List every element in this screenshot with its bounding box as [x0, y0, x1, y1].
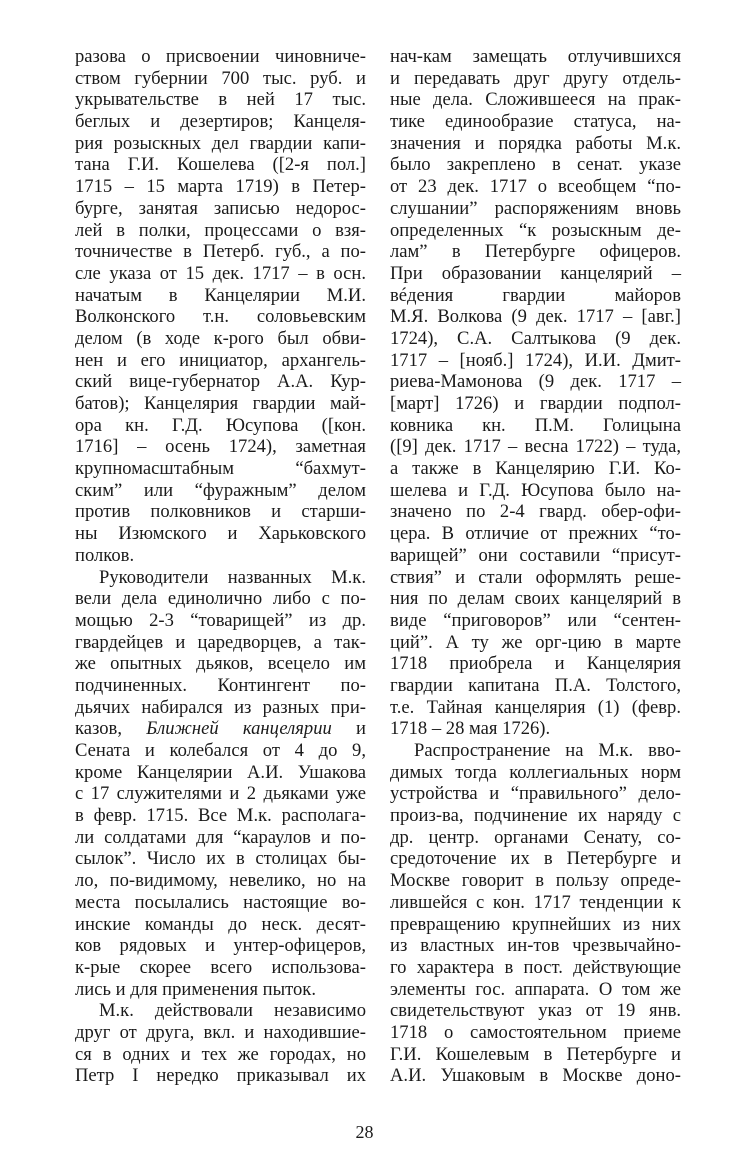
text-line: нен и его инициатор, архангель- — [75, 349, 366, 371]
text-line: Руководители названных М.к. — [99, 566, 366, 588]
text-line: лись и для применения пыток. — [75, 978, 316, 1000]
text-line: сылок”. Число их в столицах бы- — [75, 848, 366, 870]
text-line: же опытных дьяков, всецело им — [75, 653, 366, 675]
text-line: полков. — [75, 544, 135, 566]
text-line: ций”. А ту же орг-цию в марте — [390, 631, 681, 653]
text-line: места посылались настоящие во- — [75, 891, 366, 913]
text-line: ло, по-видимому, невелико, но на — [75, 870, 366, 892]
text-line: ния по делам своих канцелярий в — [390, 588, 681, 610]
text-line: 1724), С.А. Салтыкова (9 дек. — [390, 327, 681, 349]
text-line: значения и порядка работы М.к. — [390, 132, 681, 154]
text-line: ны Изюмского и Харьковского — [75, 523, 366, 545]
text-line: крупномасштабным “бахмут- — [75, 458, 366, 480]
text-line: А.И. Ушаковым в Москве доно- — [390, 1065, 681, 1087]
text-line: М.к. действовали независимо — [99, 1000, 366, 1022]
text-line: в февр. 1715. Все М.к. располага- — [75, 805, 366, 827]
text-line: Петр I нередко приказывал их — [75, 1065, 366, 1087]
text-line: определенных “к розыскным де- — [390, 219, 681, 241]
text-line: ся в одних и тех же городах, но — [75, 1043, 366, 1065]
text-line: инские команды до неск. десят- — [75, 913, 366, 935]
text-line: к-рые скорее всего использова- — [75, 956, 366, 978]
text-line: начатым в Канцелярии М.И. — [75, 284, 366, 306]
right-text-column — [390, 46, 681, 1087]
text-line: 1718 – 28 мая 1726). — [390, 718, 551, 740]
text-line: вéдения гвардии майоров — [390, 284, 681, 306]
text-line: против полковников и старши- — [75, 501, 366, 523]
text-line: а также в Канцелярию Г.И. Ко- — [390, 458, 681, 480]
text-line: средоточение их в Петербурге и — [390, 848, 681, 870]
text-line: др. центр. органами Сенату, со- — [390, 826, 681, 848]
text-line: произ-ва, подчинение их наряду с — [390, 805, 681, 827]
text-line: Волконского т.н. соловьевским — [75, 306, 366, 328]
text-line: лам” в Петербурге офицеров. — [390, 241, 681, 263]
text-line: 1718 приобрела и Канцелярия — [390, 653, 681, 675]
page-number: 28 — [355, 1122, 374, 1142]
text-line: ([9] дек. 1717 – весна 1722) – туда, — [390, 436, 681, 458]
italic-text: Ближней канцелярии — [146, 718, 332, 740]
text-line: вели дела единолично либо с по- — [75, 588, 366, 610]
text-line: друг от друга, вкл. и находившие- — [75, 1021, 366, 1043]
text-line: точничестве в Петерб. губ., а по- — [75, 241, 366, 263]
text-line: свидетельствуют указ от 19 янв. — [390, 1000, 681, 1022]
text-line: ора кн. Г.Д. Юсупова ([кон. — [75, 414, 366, 436]
text-line: Москве говорит в пользу опреде- — [390, 870, 681, 892]
text-line: Распространение на М.к. вво- — [414, 740, 681, 761]
text-line: Г.И. Кошелевым в Петербурге и — [390, 1043, 681, 1065]
text-line: тана Г.И. Кошелева ([2-я пол.] — [75, 154, 366, 176]
text-line: элементы гос. аппарата. О том же — [390, 978, 681, 1000]
text-segment: казов, — [75, 718, 147, 740]
text-line: тике единообразие статуса, на- — [390, 111, 681, 133]
text-line: слушании” распоряжениям вновь — [390, 197, 681, 219]
text-line: 1717 – [нояб.] 1724), И.И. Дмит- — [390, 349, 681, 371]
text-line: значено по 2-4 гвард. обер-офи- — [390, 501, 681, 523]
text-line: дьячих набирался из разных при- — [75, 696, 366, 718]
text-line: 1715 – 15 марта 1719) в Петер- — [75, 176, 366, 198]
left-text-column — [75, 46, 366, 1087]
text-line: сле указа от 15 дек. 1717 – в осн. — [75, 262, 366, 284]
text-line: шелева и Г.Д. Юсупова было на- — [390, 479, 681, 501]
text-line: из властных ин-тов чрезвычайно- — [390, 935, 681, 957]
text-line: гвардии капитана П.А. Толстого, — [390, 674, 681, 696]
text-line: т.е. Тайная канцелярия (1) (февр. — [390, 696, 681, 718]
text-segment: и — [331, 718, 366, 740]
text-line: ные дела. Сложившееся на прак- — [390, 89, 681, 111]
text-line: батов); Канцелярия гвардии май- — [75, 393, 366, 414]
text-line: рия розыскных дел гвардии капи- — [75, 132, 366, 154]
text-line: беглых и дезертиров; Канцеля- — [75, 111, 366, 133]
text-line: бурге, занятая записью недорос- — [75, 197, 366, 219]
text-line: подчиненных. Контингент по- — [75, 674, 366, 696]
text-line: виде “приговоров” или “сентен- — [390, 609, 681, 631]
text-line: разова о присвоении чиновниче- — [75, 46, 366, 67]
text-line: ством губернии 700 тыс. руб. и — [75, 67, 366, 89]
text-line: укрывательстве в ней 17 тыс. — [75, 89, 366, 111]
text-line: и передавать друг другу отдель- — [390, 67, 681, 89]
text-line: цера. В отличие от прежних “то- — [390, 523, 681, 545]
text-line: лившейся с кон. 1717 тенденции к — [390, 891, 681, 913]
text-line: мощью 2-3 “товарищей” из др. — [75, 609, 366, 631]
text-line: ским” или “фуражным” делом — [75, 479, 366, 501]
text-line: лей в полки, процессами о взя- — [75, 219, 366, 241]
text-line: превращению крупнейших из них — [390, 913, 681, 935]
text-line: с 17 служителями и 2 дьяками уже — [75, 783, 366, 805]
text-line: от 23 дек. 1717 о всеобщем “по- — [390, 176, 681, 198]
text-line: кроме Канцелярии А.И. Ушакова — [75, 761, 366, 783]
text-line: ков рядовых и унтер-офицеров, — [75, 935, 366, 957]
text-line: варищей” они составили “присут- — [390, 544, 681, 566]
text-line: го характера в пост. действующие — [390, 956, 681, 978]
text-line — [75, 718, 366, 740]
text-line: нач-кам замещать отлучившихся — [390, 46, 681, 67]
text-line: устройства и “правильного” дело- — [390, 783, 681, 805]
text-line: [март] 1726) и гвардии подпол- — [390, 393, 681, 414]
text-line: риева-Мамонова (9 дек. 1717 – — [390, 371, 681, 393]
text-line: При образовании канцелярий – — [390, 262, 681, 284]
text-line: делом (в ходе к-рого был обви- — [75, 327, 366, 349]
text-line: М.Я. Волкова (9 дек. 1717 – [авг.] — [390, 306, 681, 328]
text-line: ли солдатами для “караулов и по- — [75, 826, 366, 848]
text-line: Сената и колебался от 4 до 9, — [75, 740, 366, 761]
text-line: 1718 о самостоятельном приеме — [390, 1021, 681, 1043]
text-line: гвардейцев и царедворцев, а так- — [75, 631, 366, 653]
text-line: димых тогда коллегиальных норм — [390, 761, 681, 783]
text-line: было закреплено в сенат. указе — [390, 154, 681, 176]
text-line: 1716] – осень 1724), заметная — [75, 436, 366, 458]
text-line: ский вице-губернатор А.А. Кур- — [75, 371, 366, 393]
text-line: ковника кн. П.М. Голицына — [390, 414, 681, 436]
text-line: ствия” и стали оформлять реше- — [390, 566, 681, 588]
